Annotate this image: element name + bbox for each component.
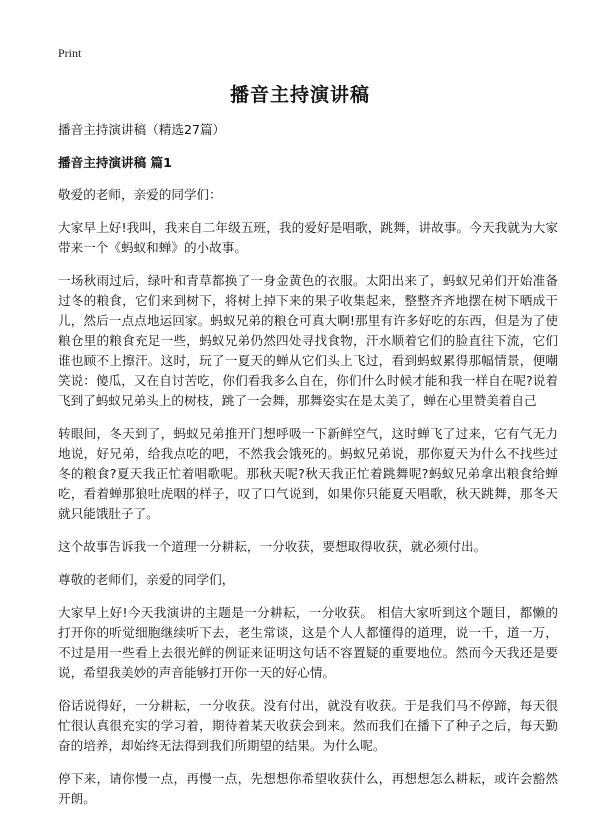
paragraph-greeting: 敬爱的老师，亲爱的同学们： <box>58 187 222 202</box>
paragraph-closing: 停下来，请你慢一点，再慢一点，先想想你希望收获什么，再想想怎么耕耘，或许会豁然开朗。 <box>58 771 558 806</box>
paragraph-greeting-2: 尊敬的老师们，亲爱的同学们， <box>58 572 235 587</box>
paragraph-story-autumn: 一场秋雨过后，绿叶和青草都换了一身金黄色的衣服。太阳出来了，蚂蚁兄弟们开始准备过冬的粮食，它们来到树下，将树上掉下来的果子收集起来，整整齐齐地摆在树下晒成干儿，然后一点点地运回家。蚂蚁兄弟的粮仓可真大啊!那里有许多好吃的东西，但是为了使粮仓里的粮食充足一些，蚂蚁兄弟仍然四处寻找食物，汗水顺着它们的脸直往下流，它们谁也顾不上擦汗。这时，玩了一夏天的蝉从它们头上飞过，看到蚂蚁累得那幅情景，便嘲笑说：傻瓜，又在自讨苦吃，你们看我多么自在，你们什么时候才能和我一样自在呢?说着飞到了蚂蚁兄弟头上的树枝，跳了一会舞，那舞姿实在是太美了，蝉在心里赞美着自己 <box>58 273 558 408</box>
section-heading: 播音主持演讲稿 篇1 <box>58 155 172 170</box>
paragraph-moral: 这个故事告诉我一个道理一分耕耘，一分收获，要想取得收获，就必须付出。 <box>58 539 487 554</box>
paragraph-speech-topic: 大家早上好!今天我演讲的主题是一分耕耘，一分收获。 相信大家听到这个题目，都懒的打开你的听觉细胞继续听下去，老生常谈，这是个人人都懂得的道理，说一千，道一万，不过是用一些看上去很光鲜的例证来证明这句话不容置疑的重要地位。然而今天我还是要说，希望我美妙的声音能够打开你一天的好心情。 <box>58 605 558 680</box>
document-body <box>58 120 558 822</box>
document-subtitle: 播音主持演讲稿（精选27篇） <box>58 122 226 137</box>
paragraph-story-winter: 转眼间，冬天到了，蚂蚁兄弟推开门想呼吸一下新鲜空气，这时蝉飞了过来，它有气无力地说，好兄弟，给我点吃的吧，不然我会饿死的。蚂蚁兄弟说，那你夏天为什么不找些过冬的粮食?夏天我正忙着唱歌呢。那秋天呢?秋天我正忙着跳舞呢?蚂蚁兄弟拿出粮食给蝉吃，看着蝉那狼吐虎咽的样子，叹了口气说到，如果你只能夏天唱歌，秋天跳舞，那冬天就只能饿肚子了。 <box>58 426 558 521</box>
page-title: 播音主持演讲稿 <box>229 84 370 106</box>
paragraph-proverb: 俗话说得好，一分耕耘，一分收获。没有付出，就没有收获。于是我们马不停蹄，每天很忙很认真很充实的学习着，期待着某天收获会到来。然而我们在播下了种子之后，每天勤奋的培养，却始终无法得到我们所期望的结果。为什么呢。 <box>58 698 558 753</box>
paragraph-intro: 大家早上好!我叫，我来自二年级五班，我的爱好是唱歌，跳舞，讲故事。今天我就为大家带来一个《蚂蚁和蝉》的小故事。 <box>58 220 558 255</box>
print-link[interactable]: Print <box>58 46 82 60</box>
